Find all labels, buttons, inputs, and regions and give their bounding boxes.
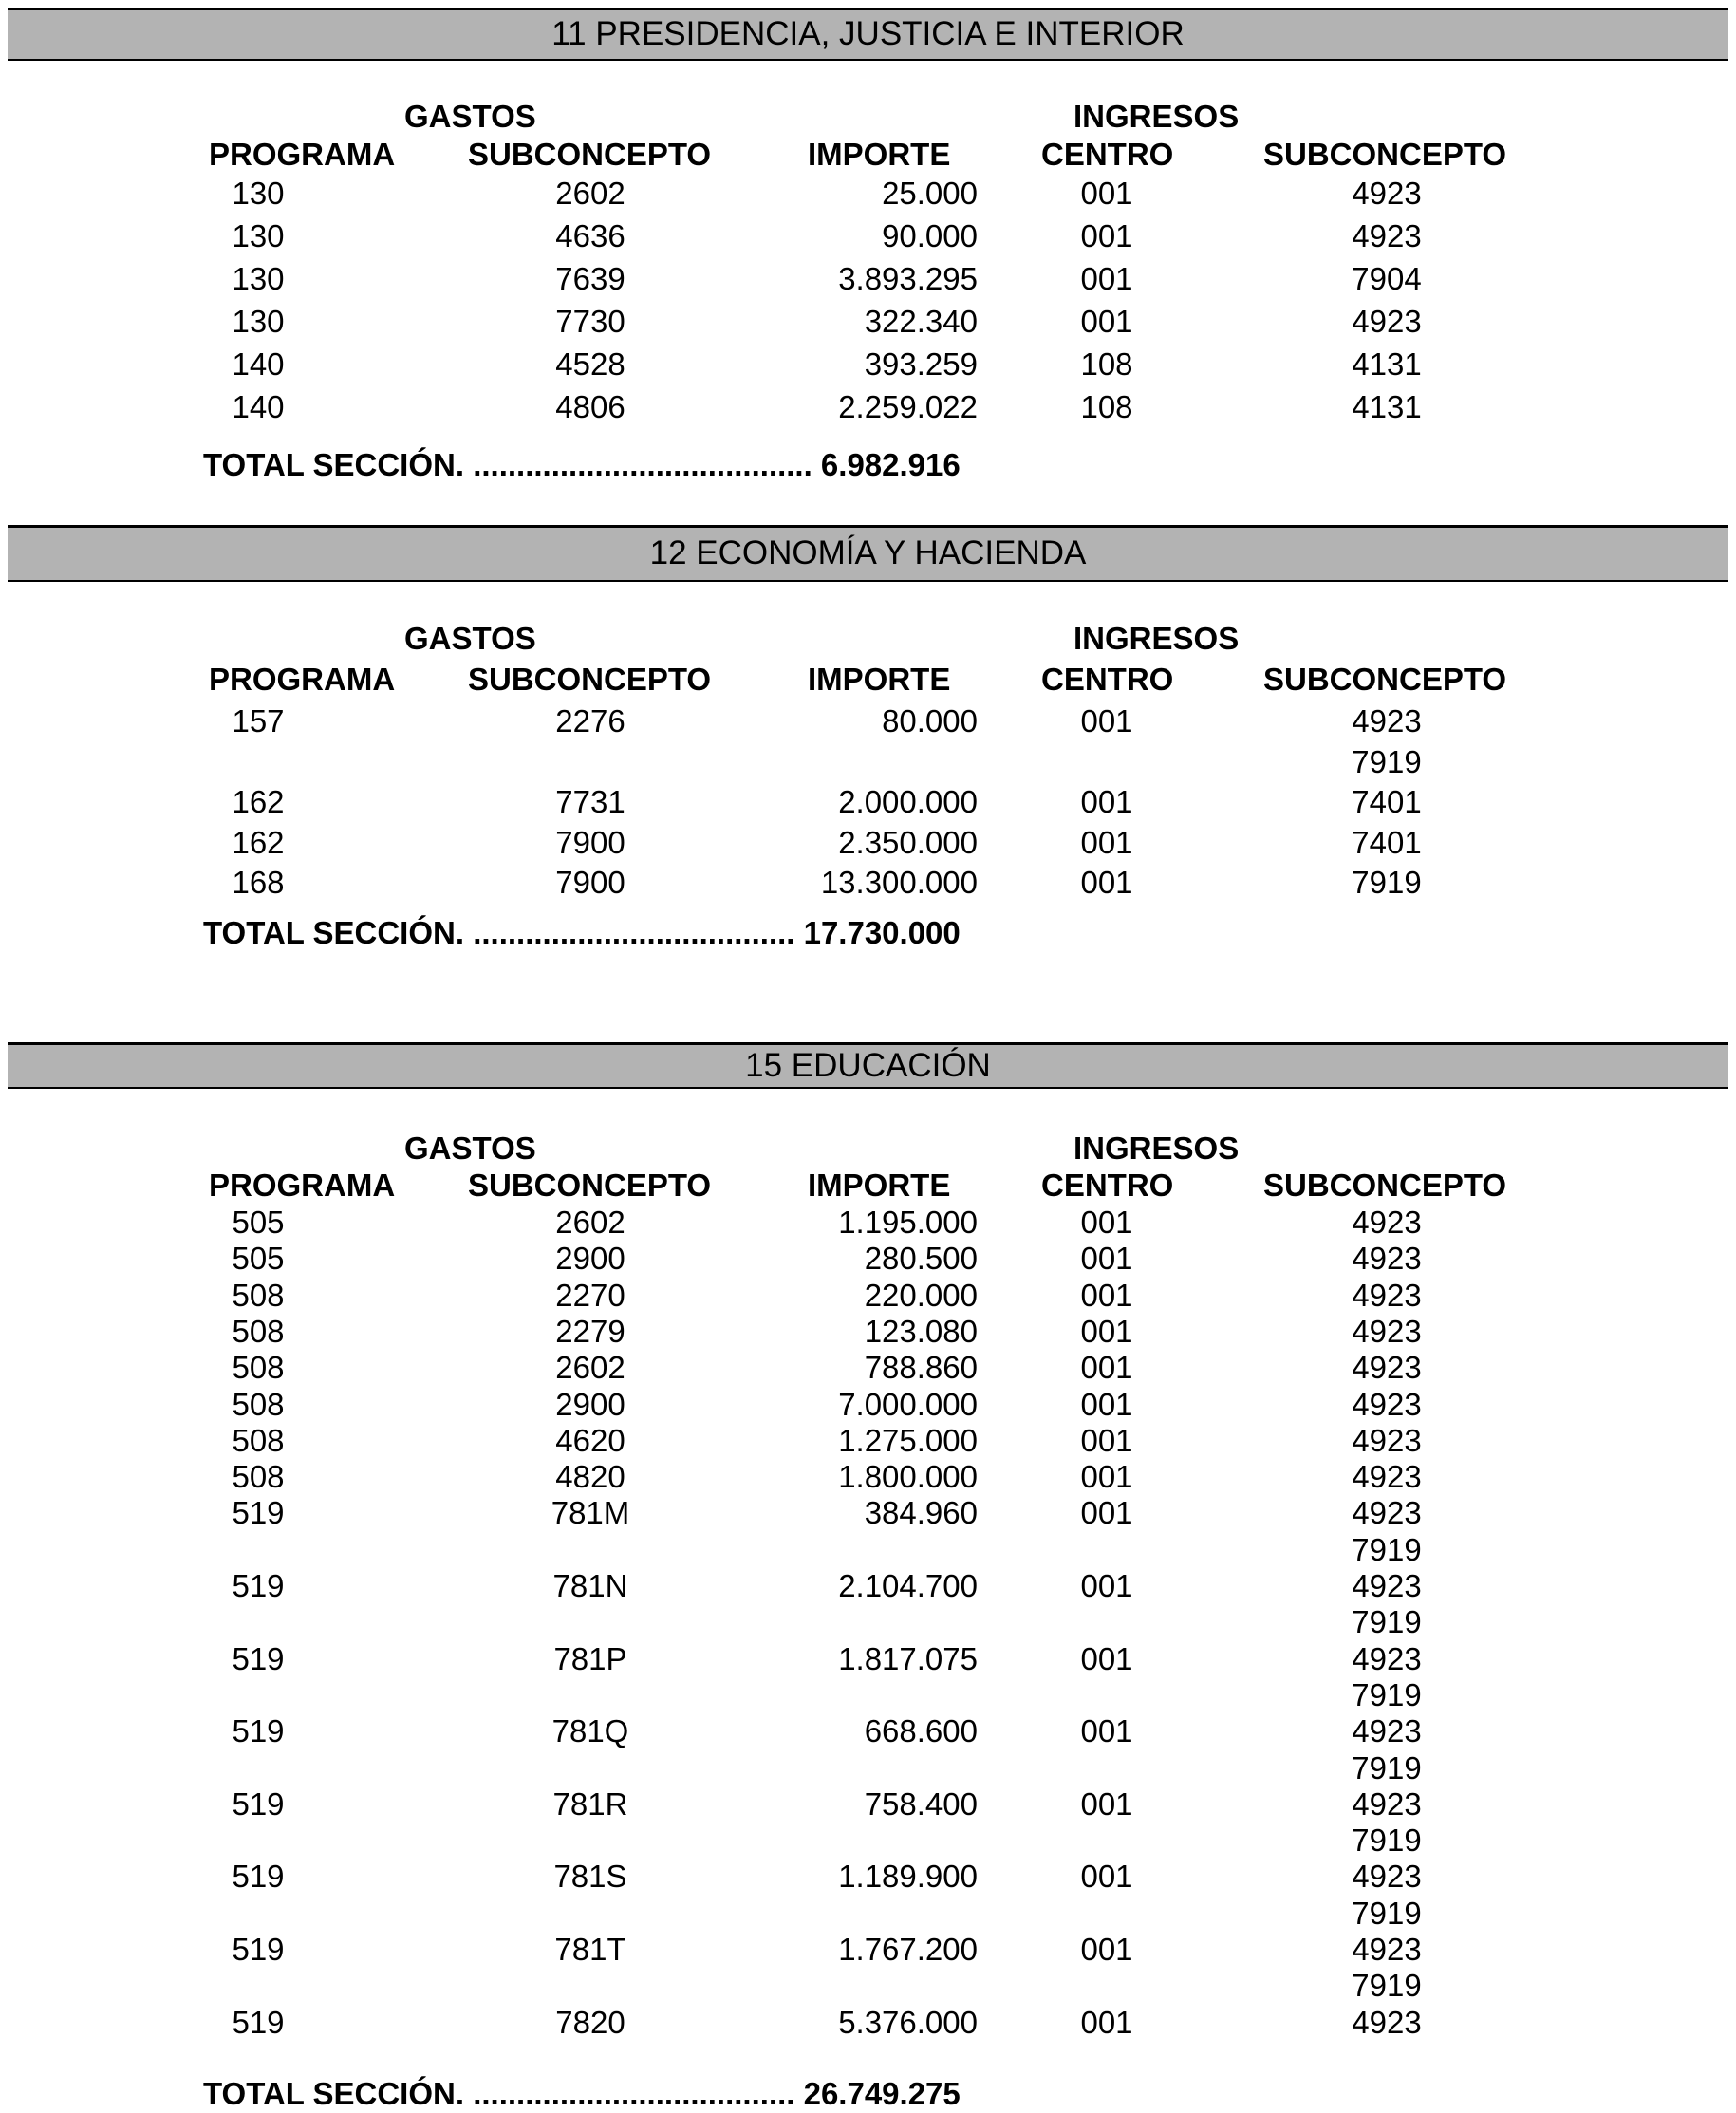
- cell-subconcepto-gastos: 2900: [555, 1241, 625, 1277]
- cell-subconcepto-gastos: 7820: [555, 2004, 625, 2040]
- cell-subconcepto-gastos: 781R: [552, 1786, 628, 1822]
- cell-centro: 001: [1080, 1459, 1133, 1495]
- cell-subconcepto-ingresos: 7919: [1352, 1676, 1422, 1712]
- cell-programa: 130: [232, 304, 285, 339]
- cell-importe: 1.195.000: [838, 1205, 978, 1240]
- cell-programa: 168: [232, 865, 285, 901]
- cell-centro: 001: [1080, 1568, 1133, 1603]
- cell-subconcepto-ingresos: 4923: [1352, 218, 1422, 253]
- cell-subconcepto-ingresos: 4923: [1352, 1495, 1422, 1531]
- cell-subconcepto-ingresos: 7919: [1352, 743, 1422, 779]
- cell-programa: 162: [232, 824, 285, 860]
- column-header-subconcepto-gastos: SUBCONCEPTO: [468, 1168, 712, 1203]
- cell-centro: 001: [1080, 824, 1133, 860]
- cell-centro: 001: [1080, 1422, 1133, 1458]
- cell-importe: 90.000: [882, 218, 978, 253]
- section-title-band: [8, 8, 1728, 61]
- ingresos-heading: INGRESOS: [1073, 99, 1240, 134]
- column-header-subconcepto-ingresos: SUBCONCEPTO: [1263, 662, 1507, 697]
- cell-importe: 7.000.000: [838, 1386, 978, 1422]
- cell-subconcepto-ingresos: 4131: [1352, 389, 1422, 424]
- cell-programa: 130: [232, 261, 285, 296]
- cell-programa: 519: [232, 1786, 285, 1822]
- cell-centro: 001: [1080, 1350, 1133, 1386]
- column-header-programa: PROGRAMA: [209, 1168, 396, 1203]
- ingresos-heading: INGRESOS: [1073, 621, 1240, 656]
- cell-centro: 001: [1080, 1786, 1133, 1822]
- cell-subconcepto-gastos: 781M: [551, 1495, 630, 1531]
- cell-subconcepto-gastos: 781N: [552, 1568, 628, 1603]
- section-total: TOTAL SECCIÓN. ....................................... 6.982.916: [203, 447, 961, 482]
- cell-importe: 3.893.295: [838, 261, 978, 296]
- cell-subconcepto-ingresos: 4923: [1352, 703, 1422, 739]
- cell-subconcepto-ingresos: 4923: [1352, 1422, 1422, 1458]
- cell-subconcepto-ingresos: 4923: [1352, 1859, 1422, 1895]
- cell-subconcepto-ingresos: 7919: [1352, 1823, 1422, 1859]
- column-header-importe: IMPORTE: [808, 662, 951, 697]
- cell-centro: 001: [1080, 1713, 1133, 1749]
- cell-importe: 2.000.000: [838, 784, 978, 820]
- cell-programa: 508: [232, 1277, 285, 1313]
- cell-subconcepto-gastos: 4806: [555, 389, 625, 424]
- cell-subconcepto-ingresos: 4923: [1352, 1350, 1422, 1386]
- cell-subconcepto-ingresos: 7919: [1352, 1895, 1422, 1931]
- cell-subconcepto-gastos: 7900: [555, 824, 625, 860]
- cell-subconcepto-ingresos: 4923: [1352, 1786, 1422, 1822]
- column-header-importe: IMPORTE: [808, 137, 951, 172]
- cell-programa: 140: [232, 346, 285, 382]
- cell-subconcepto-ingresos: 4923: [1352, 1459, 1422, 1495]
- cell-subconcepto-gastos: 2900: [555, 1386, 625, 1422]
- cell-programa: 508: [232, 1313, 285, 1349]
- section-title: 12 ECONOMÍA Y HACIENDA: [649, 534, 1087, 571]
- cell-subconcepto-ingresos: 7401: [1352, 784, 1422, 820]
- column-header-subconcepto-ingresos: SUBCONCEPTO: [1263, 1168, 1507, 1203]
- cell-centro: 001: [1080, 218, 1133, 253]
- cell-subconcepto-gastos: 4636: [555, 218, 625, 253]
- cell-subconcepto-gastos: 4820: [555, 1459, 625, 1495]
- cell-programa: 519: [232, 1932, 285, 1967]
- column-header-centro: CENTRO: [1041, 137, 1174, 172]
- cell-subconcepto-ingresos: 4923: [1352, 2004, 1422, 2040]
- cell-programa: 519: [232, 1859, 285, 1895]
- section-total: TOTAL SECCIÓN. ..................................... 26.749.275: [203, 2076, 961, 2111]
- cell-importe: 123.080: [864, 1313, 978, 1349]
- cell-programa: 508: [232, 1459, 285, 1495]
- cell-subconcepto-ingresos: 7919: [1352, 865, 1422, 901]
- column-header-subconcepto-ingresos: SUBCONCEPTO: [1263, 137, 1507, 172]
- cell-subconcepto-ingresos: 7904: [1352, 261, 1422, 296]
- ingresos-heading: INGRESOS: [1073, 1131, 1240, 1166]
- cell-subconcepto-ingresos: 4923: [1352, 304, 1422, 339]
- cell-importe: 1.800.000: [838, 1459, 978, 1495]
- cell-subconcepto-gastos: 2276: [555, 703, 625, 739]
- column-header-importe: IMPORTE: [808, 1168, 951, 1203]
- cell-subconcepto-gastos: 2602: [555, 1205, 625, 1240]
- cell-programa: 519: [232, 1640, 285, 1676]
- cell-centro: 001: [1080, 1640, 1133, 1676]
- cell-programa: 505: [232, 1205, 285, 1240]
- cell-centro: 001: [1080, 2004, 1133, 2040]
- cell-centro: 001: [1080, 1313, 1133, 1349]
- cell-importe: 1.275.000: [838, 1422, 978, 1458]
- cell-centro: 001: [1080, 784, 1133, 820]
- cell-subconcepto-ingresos: 7919: [1352, 1749, 1422, 1786]
- cell-subconcepto-gastos: 781T: [554, 1932, 626, 1967]
- cell-subconcepto-gastos: 2602: [555, 176, 625, 211]
- cell-importe: 280.500: [864, 1241, 978, 1277]
- section-title-band: [8, 525, 1728, 582]
- cell-subconcepto-gastos: 2270: [555, 1277, 625, 1313]
- cell-centro: 108: [1080, 346, 1133, 382]
- cell-subconcepto-ingresos: 4923: [1352, 1277, 1422, 1313]
- cell-subconcepto-gastos: 2602: [555, 1350, 625, 1386]
- cell-importe: 668.600: [864, 1713, 978, 1749]
- cell-importe: 2.259.022: [838, 389, 978, 424]
- gastos-heading: GASTOS: [404, 1131, 536, 1166]
- column-header-centro: CENTRO: [1041, 1168, 1174, 1203]
- section-title: 11 PRESIDENCIA, JUSTICIA E INTERIOR: [551, 15, 1185, 52]
- cell-importe: 25.000: [882, 176, 978, 211]
- cell-subconcepto-ingresos: 4923: [1352, 1313, 1422, 1349]
- cell-subconcepto-ingresos: 4923: [1352, 176, 1422, 211]
- cell-subconcepto-ingresos: 4923: [1352, 1932, 1422, 1967]
- cell-programa: 130: [232, 176, 285, 211]
- column-header-centro: CENTRO: [1041, 662, 1174, 697]
- cell-importe: 80.000: [882, 703, 978, 739]
- gastos-heading: GASTOS: [404, 99, 536, 134]
- cell-programa: 519: [232, 2004, 285, 2040]
- cell-subconcepto-gastos: 7900: [555, 865, 625, 901]
- cell-importe: 5.376.000: [838, 2004, 978, 2040]
- cell-centro: 001: [1080, 865, 1133, 901]
- cell-centro: 001: [1080, 1932, 1133, 1967]
- cell-centro: 001: [1080, 261, 1133, 296]
- cell-programa: 130: [232, 218, 285, 253]
- cell-importe: 788.860: [864, 1350, 978, 1386]
- cell-importe: 2.104.700: [838, 1568, 978, 1603]
- cell-subconcepto-ingresos: 4923: [1352, 1386, 1422, 1422]
- cell-centro: 001: [1080, 1205, 1133, 1240]
- column-header-subconcepto-gastos: SUBCONCEPTO: [468, 662, 712, 697]
- cell-centro: 001: [1080, 304, 1133, 339]
- cell-subconcepto-ingresos: 4923: [1352, 1568, 1422, 1603]
- cell-programa: 519: [232, 1495, 285, 1531]
- cell-importe: 13.300.000: [820, 865, 978, 901]
- cell-importe: 2.350.000: [838, 824, 978, 860]
- cell-centro: 108: [1080, 389, 1133, 424]
- cell-subconcepto-ingresos: 7919: [1352, 1604, 1422, 1640]
- cell-subconcepto-ingresos: 4923: [1352, 1241, 1422, 1277]
- cell-subconcepto-gastos: 781Q: [551, 1713, 629, 1749]
- cell-programa: 519: [232, 1568, 285, 1603]
- section-title-band: [8, 1042, 1728, 1089]
- cell-programa: 157: [232, 703, 285, 739]
- cell-programa: 140: [232, 389, 285, 424]
- cell-programa: 508: [232, 1386, 285, 1422]
- gastos-heading: GASTOS: [404, 621, 536, 656]
- cell-programa: 519: [232, 1713, 285, 1749]
- cell-subconcepto-ingresos: 7401: [1352, 824, 1422, 860]
- cell-subconcepto-ingresos: 4131: [1352, 346, 1422, 382]
- cell-importe: 384.960: [864, 1495, 978, 1531]
- cell-subconcepto-gastos: 7639: [555, 261, 625, 296]
- cell-subconcepto-ingresos: 4923: [1352, 1205, 1422, 1240]
- cell-importe: 1.767.200: [838, 1932, 978, 1967]
- cell-subconcepto-gastos: 781P: [553, 1640, 627, 1676]
- cell-centro: 001: [1080, 1495, 1133, 1531]
- cell-subconcepto-ingresos: 7919: [1352, 1968, 1422, 2004]
- cell-programa: 505: [232, 1241, 285, 1277]
- cell-importe: 1.189.900: [838, 1859, 978, 1895]
- cell-importe: 393.259: [864, 346, 978, 382]
- cell-centro: 001: [1080, 1859, 1133, 1895]
- cell-subconcepto-gastos: 2279: [555, 1313, 625, 1349]
- cell-importe: 322.340: [864, 304, 978, 339]
- cell-programa: 508: [232, 1350, 285, 1386]
- cell-subconcepto-ingresos: 7919: [1352, 1531, 1422, 1567]
- cell-programa: 162: [232, 784, 285, 820]
- cell-subconcepto-gastos: 7730: [555, 304, 625, 339]
- cell-centro: 001: [1080, 1241, 1133, 1277]
- cell-centro: 001: [1080, 1386, 1133, 1422]
- column-header-programa: PROGRAMA: [209, 137, 396, 172]
- section-total: TOTAL SECCIÓN. ..................................... 17.730.000: [203, 915, 961, 950]
- cell-subconcepto-gastos: 4620: [555, 1422, 625, 1458]
- cell-importe: 758.400: [864, 1786, 978, 1822]
- cell-centro: 001: [1080, 1277, 1133, 1313]
- section-title: 15 EDUCACIÓN: [745, 1047, 991, 1084]
- cell-subconcepto-ingresos: 4923: [1352, 1713, 1422, 1749]
- column-header-subconcepto-gastos: SUBCONCEPTO: [468, 137, 712, 172]
- cell-centro: 001: [1080, 176, 1133, 211]
- cell-subconcepto-ingresos: 4923: [1352, 1640, 1422, 1676]
- column-header-programa: PROGRAMA: [209, 662, 396, 697]
- cell-subconcepto-gastos: 781S: [553, 1859, 627, 1895]
- cell-subconcepto-gastos: 4528: [555, 346, 625, 382]
- cell-importe: 220.000: [864, 1277, 978, 1313]
- cell-programa: 508: [232, 1422, 285, 1458]
- cell-centro: 001: [1080, 703, 1133, 739]
- cell-importe: 1.817.075: [838, 1640, 978, 1676]
- cell-subconcepto-gastos: 7731: [555, 784, 625, 820]
